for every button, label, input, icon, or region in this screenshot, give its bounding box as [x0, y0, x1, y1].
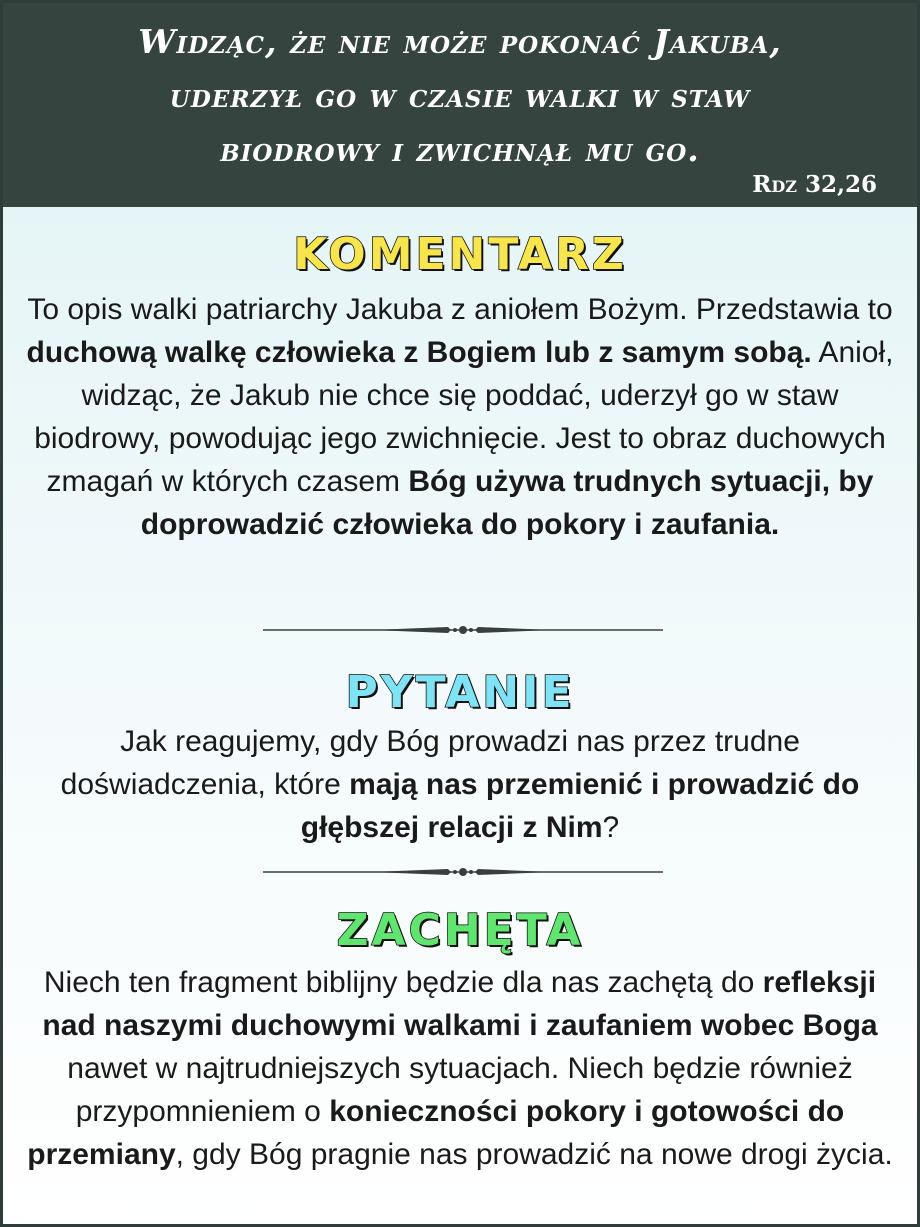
- text-emphasis: refleksji nad naszymi duchowymi walkami i zaufaniem wobec Boga: [42, 966, 878, 1042]
- text-emphasis: duchową walkę człowieka z Bogiem lub z samym sobą.: [26, 336, 812, 369]
- pytanie-heading: [3, 667, 917, 718]
- ornamental-divider: [263, 623, 663, 637]
- zacheta-heading-text: ZACHĘTA: [336, 905, 584, 956]
- verse-header: [3, 3, 917, 207]
- bible-verse: [43, 15, 877, 177]
- verse-line: uderzył go w czasie walki w staw: [169, 76, 751, 115]
- text-run: Niech ten fragment biblijny będzie dla nas zachętą do: [43, 966, 763, 999]
- text-emphasis: konieczności pokory i gotowości do przemiany: [27, 1095, 845, 1171]
- komentarz-heading: [3, 229, 917, 280]
- text-run: nawet w najtrudniejszych sytuacjach. Niech będzie również przypomnieniem o: [67, 1052, 853, 1128]
- text-run: Jak reagujemy, gdy Bóg prowadzi nas przez trudne doświadczenia, które: [60, 725, 800, 801]
- text-emphasis: Bóg używa trudnych sytuacji, by doprowadzić człowieka do pokory i zaufania.: [140, 465, 874, 541]
- text-run: To opis walki patriarchy Jakuba z aniołem Bożym. Przedstawia to: [27, 293, 893, 326]
- text-run: Anioł, widząc, że Jakub nie chce się poddać, uderzył go w staw biodrowy, powodując jego zwichnięcie. Jest to obraz duchowych zmagań w których czasem: [34, 336, 894, 498]
- text-run: , gdy Bóg pragnie nas prowadzić na nowe drogi życia.: [175, 1138, 893, 1171]
- ornamental-divider: [263, 865, 663, 879]
- pytanie-text: [23, 720, 897, 849]
- komentarz-heading-text: KOMENTARZ: [293, 229, 627, 280]
- verse-reference: Rdz 32,26: [752, 171, 877, 198]
- text-run: ?: [602, 811, 620, 844]
- text-emphasis: mają nas przemienić i prowadzić do głębszej relacji z Nim: [300, 768, 860, 844]
- komentarz-text: [23, 288, 897, 546]
- zacheta-heading: [3, 905, 917, 956]
- verse-line: biodrowy i zwichnął mu go.: [220, 130, 700, 169]
- zacheta-text: [23, 961, 897, 1176]
- verse-line: Widząc, że nie może pokonać Jakuba,: [138, 22, 782, 61]
- pytanie-heading-text: PYTANIE: [345, 667, 575, 718]
